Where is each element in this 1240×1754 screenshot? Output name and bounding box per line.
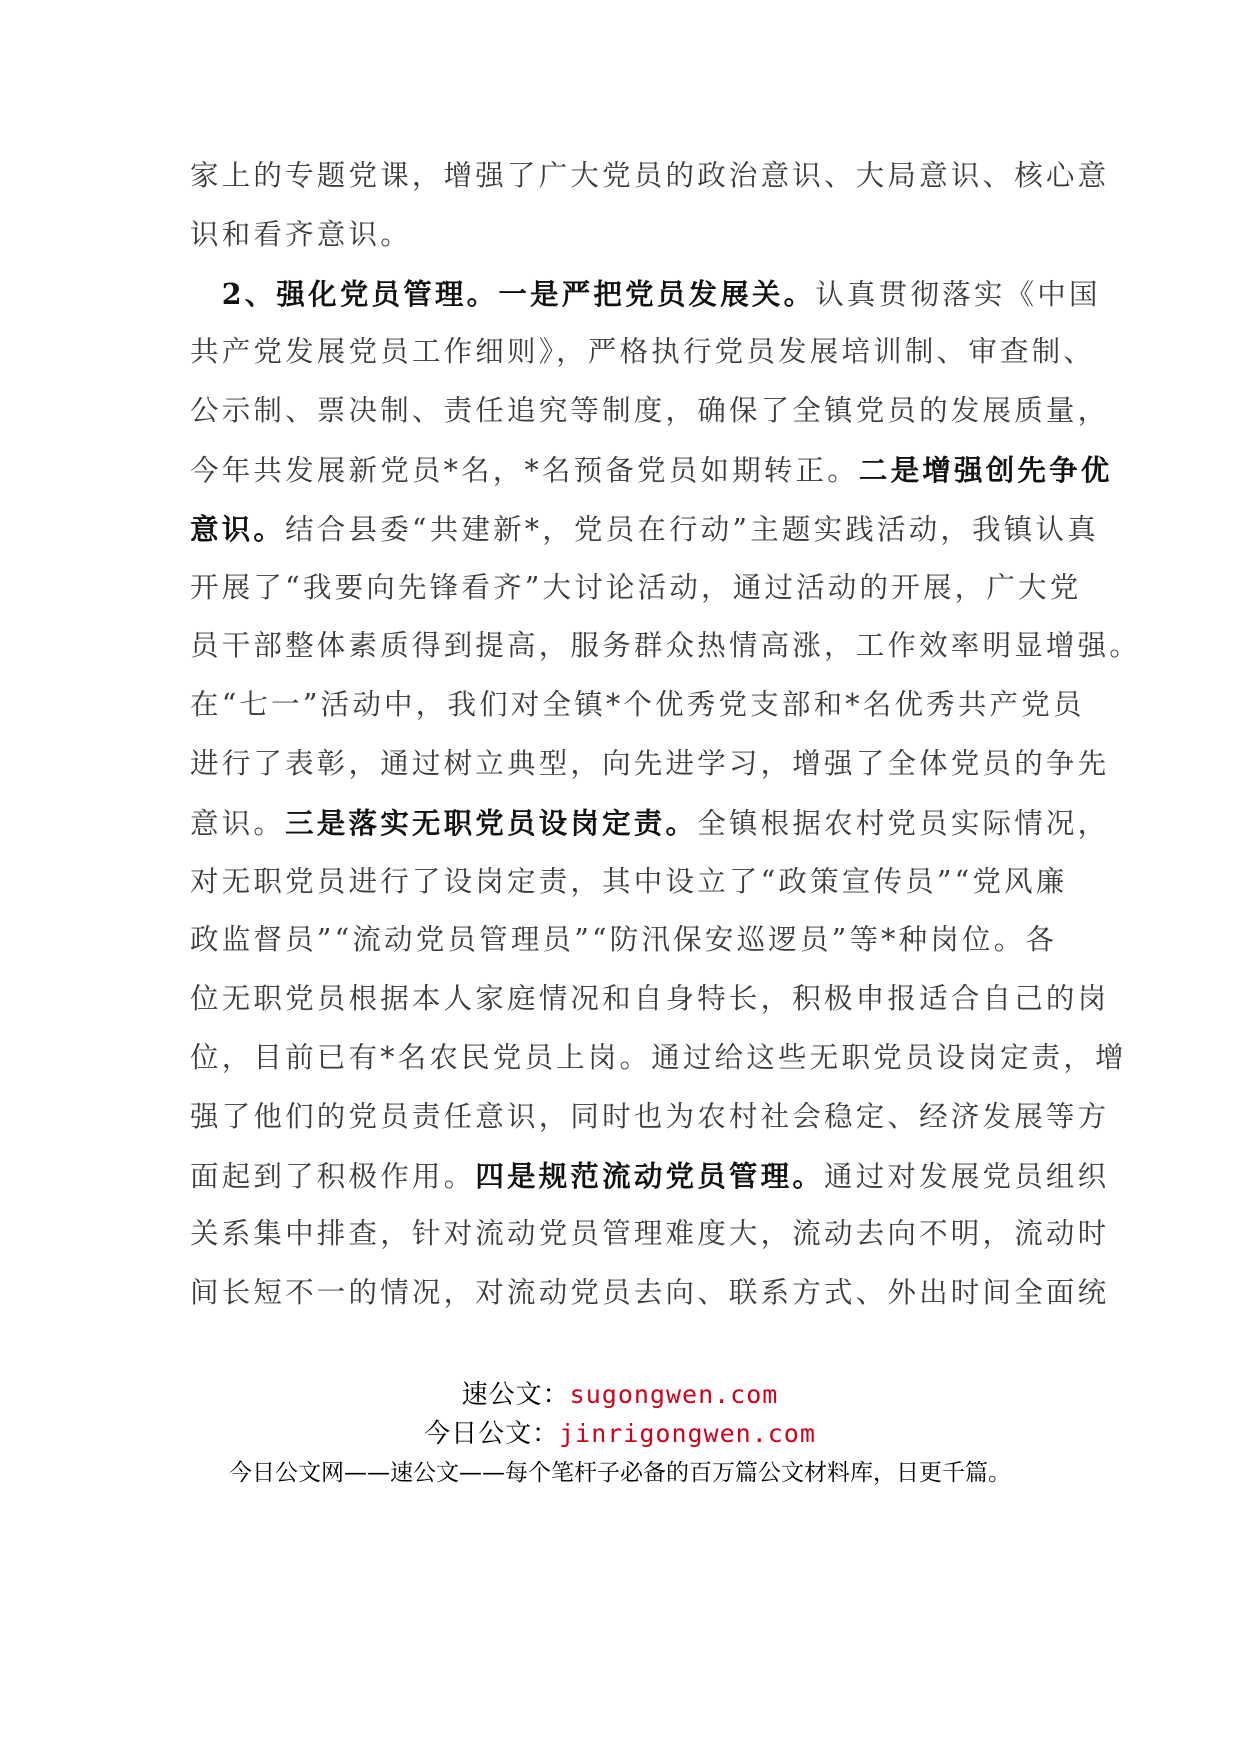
text-line xyxy=(190,156,1109,196)
text-segment: 今年共发展新党员*名，*名预备党员如期转正。 xyxy=(190,454,859,487)
text-line xyxy=(190,744,1109,784)
footer-brand-sugongwen xyxy=(0,1378,1240,1412)
text-line xyxy=(190,862,1068,902)
text-segment: 面起到了积极作用。 xyxy=(190,1159,476,1193)
text-segment: 对无职党员进行了设岗定责，其中设立了“政策宣传员”“党风廉 xyxy=(190,864,1068,898)
text-segment: 通过对发展党员组织 xyxy=(824,1159,1110,1193)
text-line xyxy=(190,332,1095,372)
text-segment: 意识。 xyxy=(190,806,286,840)
text-segment: 强了他们的党员责任意识，同时也为农村社会稳定、经济发展等方 xyxy=(190,1099,1110,1133)
text-segment: 家上的专题党课，增强了广大党员的政治意识、大局意识、核心意 xyxy=(190,159,1110,192)
text-segment: 间长短不一的情况，对流动党员去向、联系方式、外出时间全面统 xyxy=(190,1276,1110,1310)
text-segment: 公示制、票决制、责任追究等制度，确保了全镇党员的发展质量， xyxy=(190,394,1110,428)
footer-brand-jinrigongwen xyxy=(0,1417,1240,1451)
text-line xyxy=(190,920,1057,960)
text-segment: 认真贯彻落实《中国 xyxy=(815,277,1101,311)
bold-heading-segment: 二是增强创先争优 xyxy=(858,453,1113,487)
text-line xyxy=(190,450,1113,491)
text-line xyxy=(190,215,412,255)
text-segment: 开展了“我要向先锋看齐”大讨论活动，通过活动的开展，广大党 xyxy=(190,570,1082,604)
text-segment: 关系集中排查，针对流动党员管理难度大，流动去向不明，流动时 xyxy=(190,1217,1110,1251)
bold-heading-segment: 2、强化党员管理。一是严把党员发展关。 xyxy=(190,276,816,311)
bold-heading-segment: 意识。 xyxy=(190,511,286,546)
text-segment: 进行了表彰，通过树立典型，向先进学习，增强了全体党员的争先 xyxy=(190,747,1110,780)
text-segment: 位无职党员根据本人家庭情况和自身特长，积极申报适合自己的岗 xyxy=(190,982,1110,1016)
footer-label: 今日公文： xyxy=(424,1419,560,1449)
text-segment: 位，目前已有*名农民党员上岗。通过给这些无职党员设岗定责，增 xyxy=(190,1041,1127,1074)
text-line xyxy=(190,1273,1109,1313)
text-line xyxy=(190,803,1109,844)
bold-heading-segment: 四是规范流动党员管理。 xyxy=(475,1158,825,1193)
text-line xyxy=(190,391,1109,431)
text-line xyxy=(190,979,1109,1019)
footer-tagline: 今日公文网——速公文——每个笔杆子必备的百万篇公文材料库，日更千篇。 xyxy=(229,1460,1011,1486)
text-segment: 在“七一”活动中，我们对全镇*个优秀党支部和*名优秀共产党员 xyxy=(190,688,1085,722)
bold-heading-segment: 三是落实无职党员设岗定责。 xyxy=(285,805,698,840)
text-segment: 结合县委“共建新*，党员在行动”主题实践活动，我镇认真 xyxy=(285,512,1099,546)
text-line xyxy=(190,1038,1127,1078)
footer-label: 速公文： xyxy=(461,1380,570,1410)
text-line xyxy=(190,509,1099,550)
text-line xyxy=(190,1214,1109,1254)
text-segment: 共产党发展党员工作细则》，严格执行党员发展培训制、审查制、 xyxy=(190,335,1096,369)
text-segment: 识和看齐意识。 xyxy=(190,217,412,251)
footer-link-sugongwen[interactable]: sugongwen.com xyxy=(569,1380,779,1409)
text-line xyxy=(190,274,1101,315)
footer-link-jinrigongwen[interactable]: jinrigongwen.com xyxy=(559,1419,816,1448)
text-line xyxy=(190,1097,1109,1137)
text-line xyxy=(190,568,1081,608)
text-segment: 员干部整体素质得到提高，服务群众热情高涨，工作效率明显增强。 xyxy=(190,629,1142,663)
text-line xyxy=(190,626,1141,666)
text-line xyxy=(190,685,1085,725)
text-segment: 政监督员”“流动党员管理员”“防汛保安巡逻员”等*种岗位。各 xyxy=(190,923,1058,957)
text-segment: 全镇根据农村党员实际情况， xyxy=(697,806,1110,840)
text-line xyxy=(190,1156,1109,1197)
